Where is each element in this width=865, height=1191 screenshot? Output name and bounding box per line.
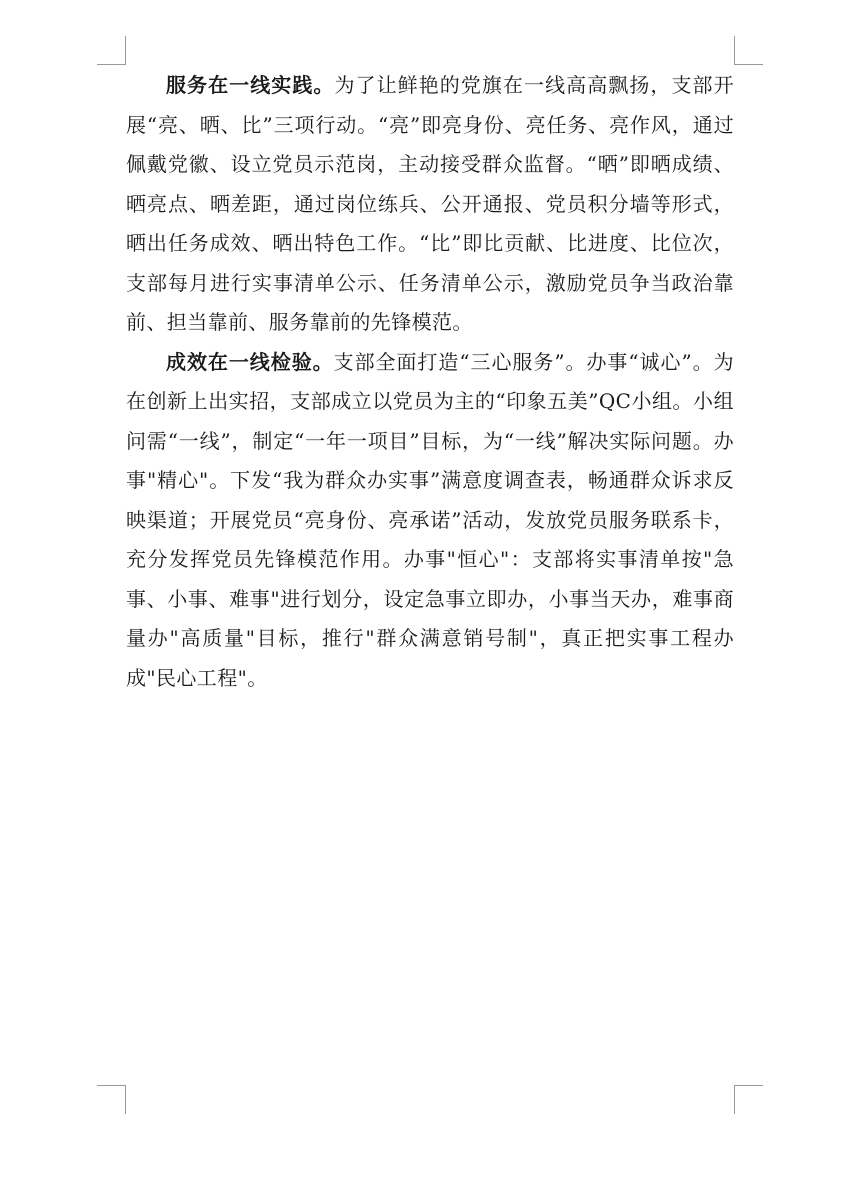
paragraph-results — [126, 343, 734, 699]
page-corner-mark-top-right — [734, 36, 763, 65]
page-corner-mark-bottom-left — [97, 1085, 126, 1114]
page-corner-mark-bottom-right — [734, 1085, 763, 1114]
paragraph-heading: 服务在一线实践。 — [166, 73, 335, 97]
paragraph-text: 支部全面打造“三心服务”。办事“诚心”。为在创新上出实招，支部成立以党员为主的“印象五美”QC小组。小组问需“一线”，制定“一年一项目”目标，为“一线”解决实际问题。办事"精心"。下发“我为群众办实事”满意度调查表，畅通群众诉求反映渠道；开展党员“亮身份、亮承诺”活动，发放党员服务联系卡，充分发挥党员先锋模范作用。办事"恒心"：支部将实事清单按"急事、小事、难事"进行划分，设定急事立即办，小事当天办，难事商量办"高质量"目标，推行"群众满意销号制"，真正把实事工程办成"民心工程"。 — [126, 349, 734, 690]
paragraph-service — [126, 66, 734, 343]
paragraph-heading: 成效在一线检验。 — [166, 349, 334, 374]
page-corner-mark-top-left — [97, 36, 126, 65]
document-body — [126, 66, 734, 698]
paragraph-text: 为了让鲜艳的党旗在一线高高飘扬，支部开展“亮、晒、比”三项行动。“亮”即亮身份、亮任务、亮作风，通过佩戴党徽、设立党员示范岗，主动接受群众监督。“晒”即晒成绩、晒亮点、晒差距，通过岗位练兵、公开通报、党员积分墙等形式，晒出任务成效、晒出特色工作。“比”即比贡献、比进度、比位次，支部每月进行实事清单公示、任务清单公示，激励党员争当政治靠前、担当靠前、服务靠前的先锋模范。 — [126, 73, 734, 334]
